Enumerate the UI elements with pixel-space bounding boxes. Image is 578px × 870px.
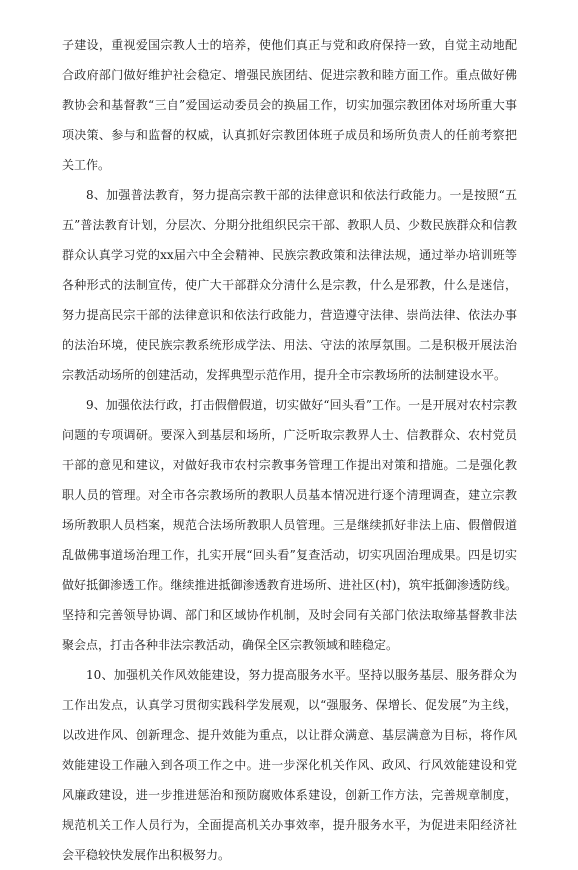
paragraph-law-administration: 9、加强依法行政，打击假僧假道，切实做好“回头看”工作。一是开展对农村宗教问题的专项调研。要深入到基层和场所，广泛听取宗教界人士、信教群众、农村党员干部的意见和建议，对做好我市农村宗教事务管理工作提出对策和措施。二是强化教职人员的管理。对全市各宗教场所的教职人员基本情况进行逐个清理调查，建立宗教场所教职人员档案，规范合法场所教职人员管理。三是继续抓好非法上庙、假僧假道乱做佛事道场治理工作，扎实开展“回头看”复查活动，切实巩固治理成果。四是切实做好抵御渗透工作。继续推进抵御渗透教育进场所、进社区(村)，筑牢抵御渗透防线。坚持和完善领导协调、部门和区域协作机制，及时会同有关部门依法取缔基督教非法聚会点，打击各种非法宗教活动，确保全区宗教领域和睦稳定。 — [62, 398, 517, 652]
paragraph-religious-personnel: 子建设，重视爱国宗教人士的培养，使他们真正与党和政府保持一致，自觉主动地配合政府部门做好维护社会稳定、增强民族团结、促进宗教和睦方面工作。重点做好佛教协会和基督教“三自”爱国运动委员会的换届工作，切实加强宗教团体对场所重大事项决策、参与和监督的权威，认真抓好宗教团体班子成员和场所负责人的任前考察把关工作。 — [62, 38, 517, 172]
document-page — [62, 30, 517, 870]
paragraph-work-style-efficiency: 10、加强机关作风效能建设，努力提高服务水平。坚持以服务基层、服务群众为工作出发点，认真学习贯彻实践科学发展观，以“强服务、保增长、促发展”为主线，以改进作风、创新理念、提升效能为重点，以让群众满意、基层满意为目标，将作风效能建设工作融入到各项工作之中。进一步深化机关作风、政风、行风效能建设和党风廉政建设，进一步推进惩治和预防腐败体系建设，创新工作方法，完善规章制度，规范机关工作人员行为，全面提高机关办事效率，提升服务水平，为促进耒阳经济社会平稳较快发展作出积极努力。 — [62, 668, 517, 862]
paragraph-legal-education: 8、加强普法教育，努力提高宗教干部的法律意识和依法行政能力。一是按照“五五”普法教育计划，分层次、分期分批组织民宗干部、教职人员、少数民族群众和信教群众认真学习党的xx届六中全会精神、民族宗教政策和法律法规，通过举办培训班等各种形式的法制宣传，使广大干部群众分清什么是宗教，什么是邪教，什么是迷信，努力提高民宗干部的法律意识和依法行政能力，营造遵守法律、崇尚法律、依法办事的法治环境，使民族宗教系统形成学法、用法、守法的浓厚氛围。二是积极开展法治宗教活动场所的创建活动，发挥典型示范作用，提升全市宗教场所的法制建设水平。 — [62, 188, 517, 382]
